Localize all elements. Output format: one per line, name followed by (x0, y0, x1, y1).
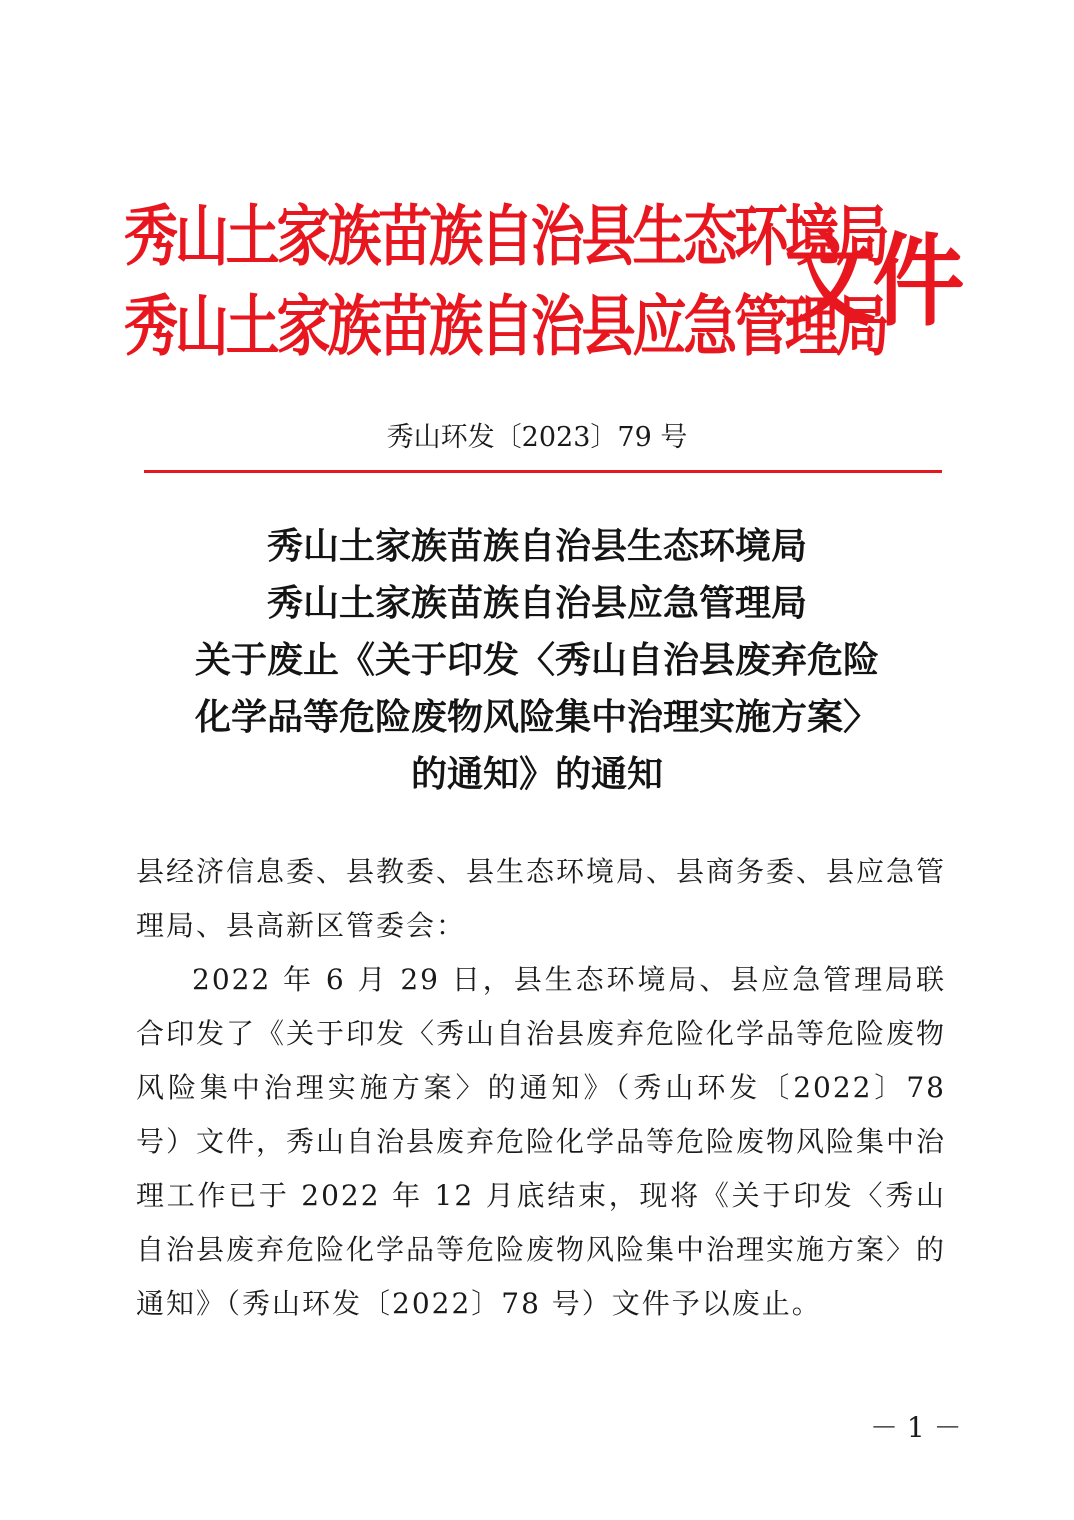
title-line-3: 关于废止《关于印发〈秀山自治县废弃危险 (194, 639, 879, 681)
addressee: 县经济信息委、县教委、县生态环境局、县商务委、县应急管理局、县高新区管委会： (136, 855, 947, 942)
body-paragraph: 2022 年 6 月 29 日，县生态环境局、县应急管理局联合印发了《关于印发〈秀山自治县废弃危险化学品等危险废物风险集中治理实施方案〉的通知》（秀山环发〔2022〕78 号）文件，秀山自治县废弃危险化学品等危险废物风险集中治理工作已于 2022 年 12 月底结束，现将《关于印发〈秀山自治县废弃危险化学品等危险废物风险集中治理实施方案〉的通知》（秀山环发〔2022〕78 号）文件予以废止。 (136, 963, 947, 1320)
title-line-5: 的通知》的通知 (410, 753, 663, 795)
issuer-ecology-bureau: 秀山土家族苗族自治县生态环境局 (124, 198, 887, 275)
document-body (136, 845, 946, 1331)
document-header (124, 192, 961, 382)
title-line-4: 化学品等危险废物风险集中治理实施方案〉 (194, 696, 879, 738)
document-title (120, 518, 954, 803)
title-line-2: 秀山土家族苗族自治县应急管理局 (266, 582, 807, 624)
red-divider-line (144, 470, 942, 473)
document-type-mark: 文件 (784, 223, 961, 340)
title-line-1: 秀山土家族苗族自治县生态环境局 (266, 525, 807, 567)
page-number: － 1 － (870, 1411, 962, 1444)
issuer-emergency-bureau: 秀山土家族苗族自治县应急管理局 (124, 288, 887, 365)
document-number: 秀山环发〔2023〕79 号 (386, 422, 688, 453)
